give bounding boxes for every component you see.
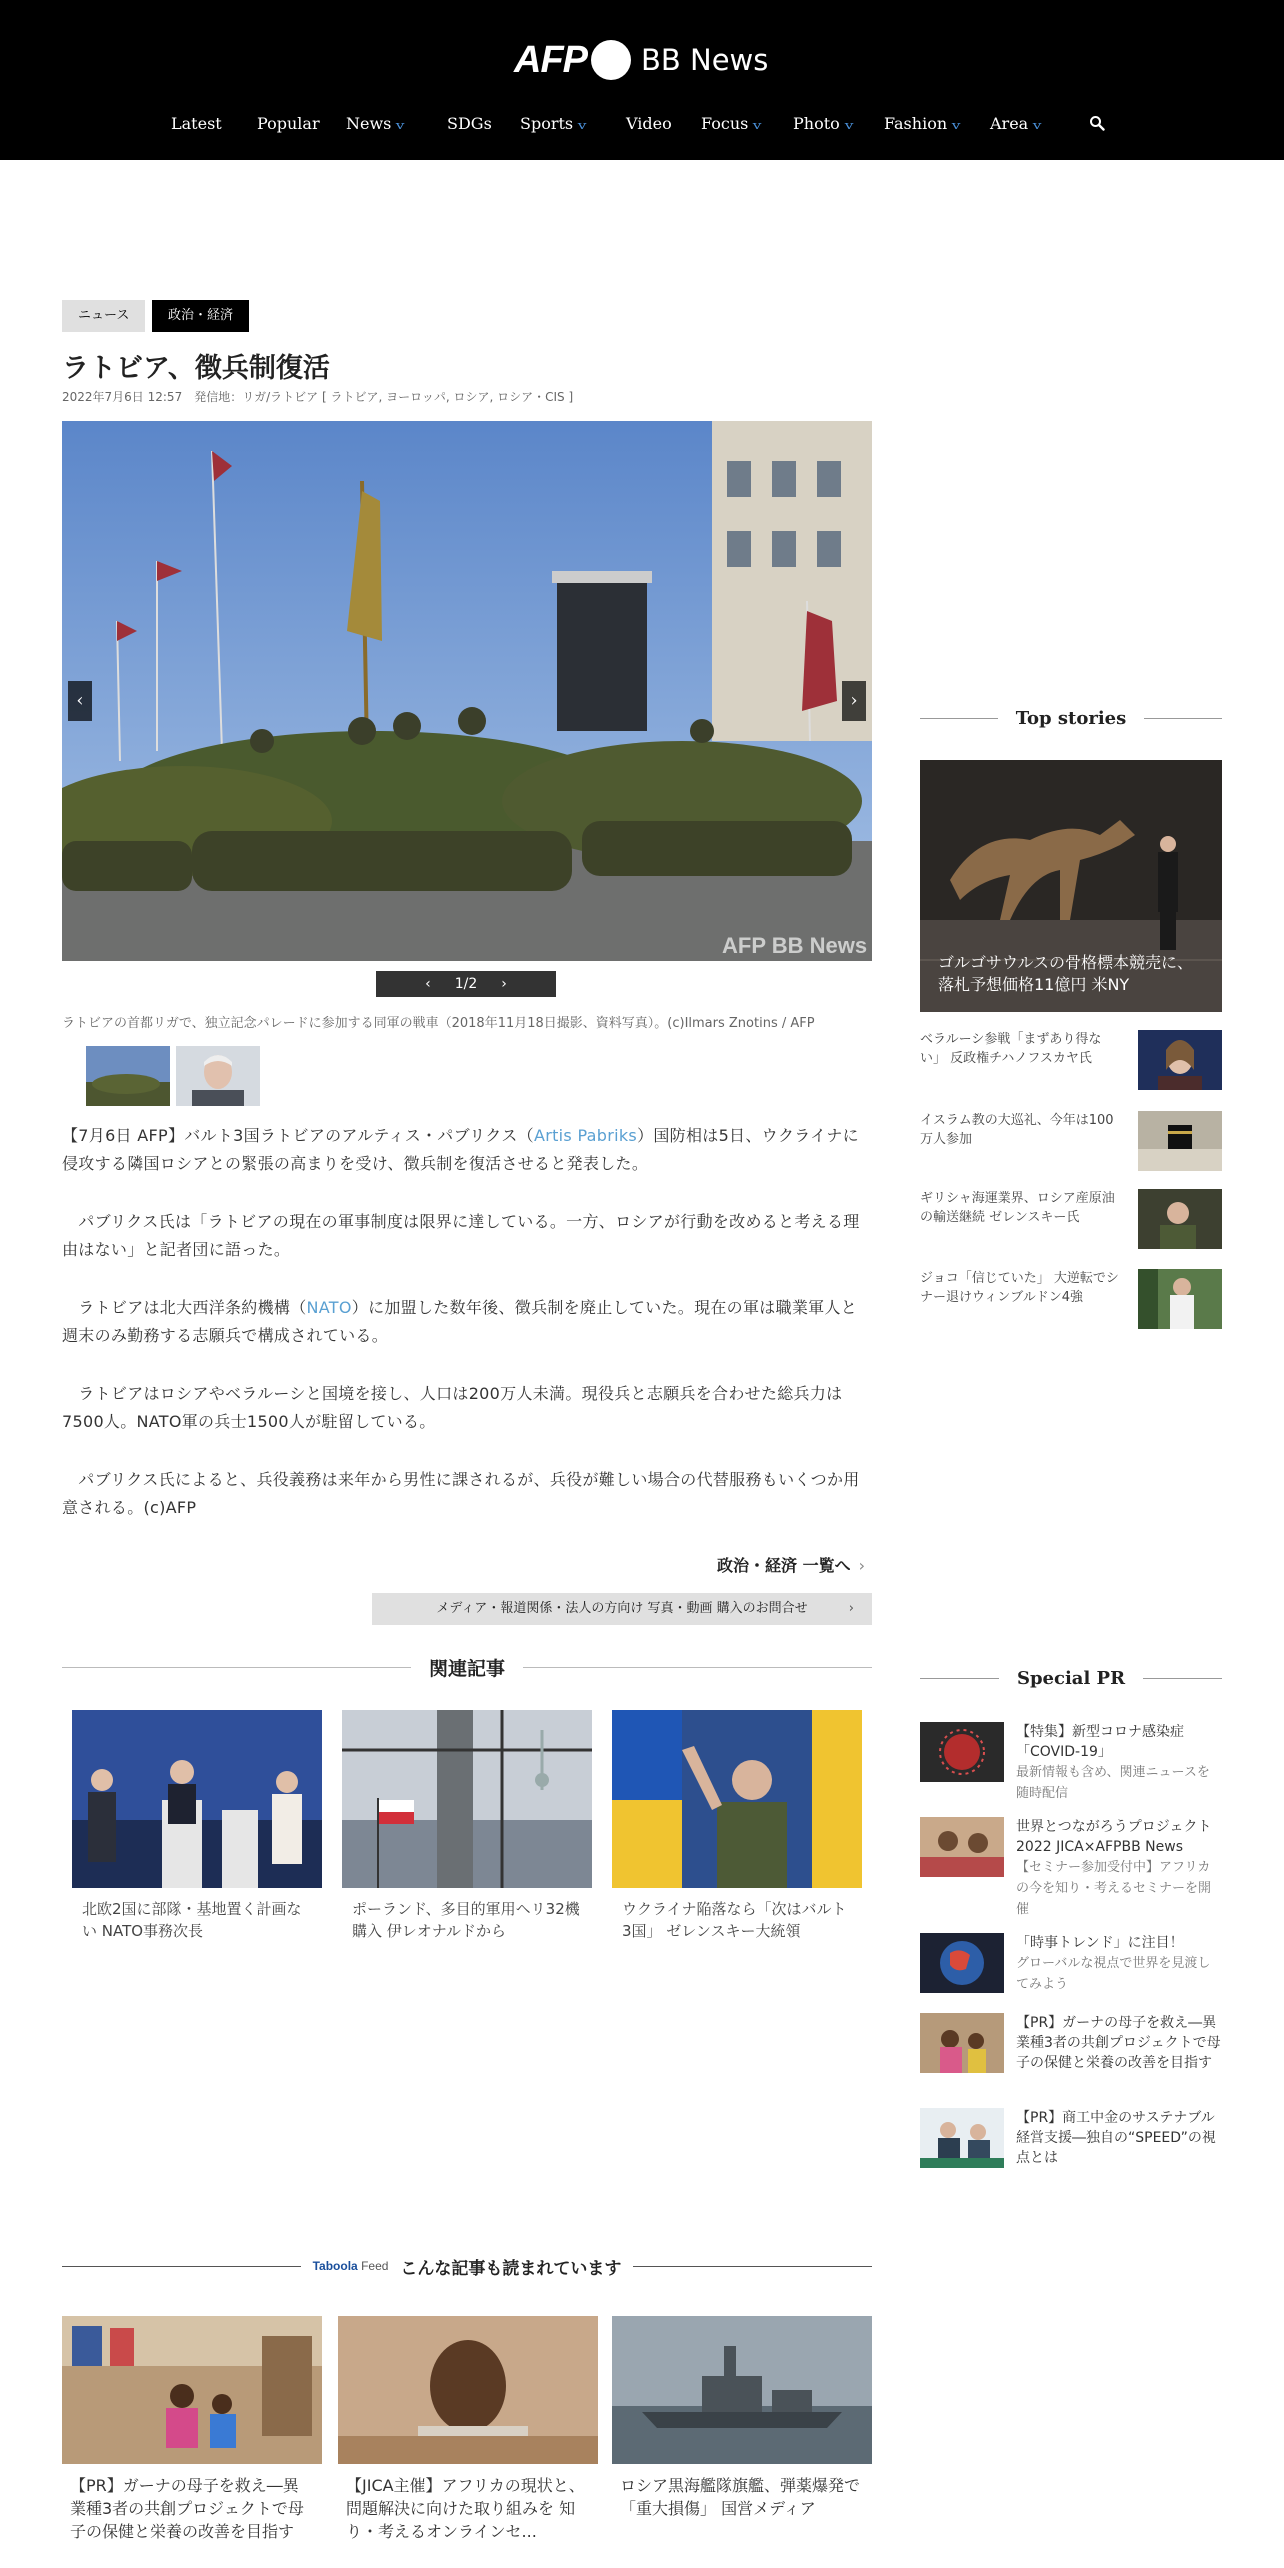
article-meta: 2022年7月6日 12:57 発信地：リガ/ラトビア [ ラトビア, ヨーロッパ, ロシア, ロシア・CIS ] xyxy=(62,390,574,404)
nato-link[interactable]: NATO xyxy=(306,1298,352,1317)
related-heading: 関連記事 xyxy=(62,1655,872,1679)
nav-sports[interactable]: Sports v xyxy=(520,114,587,133)
site-logo[interactable] xyxy=(514,38,768,82)
article-paragraph-4: ラトビアはロシアやベラルーシと国境を接し、人口は200万人未満。現役兵と志願兵を合わせた総兵力は7500人。NATO軍の兵士1500人が駐留している。 xyxy=(62,1384,843,1431)
image-watermark: AFP BB News xyxy=(722,933,868,958)
search-icon[interactable] xyxy=(1089,115,1105,131)
chevron-down-icon: v xyxy=(951,119,961,132)
chevron-down-icon: v xyxy=(753,119,762,132)
logo-afp: AFP xyxy=(514,38,587,81)
top-stories-heading: Top stories xyxy=(920,706,1222,730)
side-story-title: ジョコ「信じていた」 大逆転でシナー退けウィンブルドン4強 xyxy=(920,1271,1119,1305)
related-caption: ウクライナ陥落なら「次はバルト3国」 ゼレンスキー大統領 xyxy=(622,1900,847,1940)
logo-circle xyxy=(591,40,631,80)
article-paragraph-3: ラトビアは北大西洋条約機構（NATO）に加盟した数年後、徴兵制を廃止していた。現在の軍は職業軍人と週末のみ勤務する志願兵で構成されている。 xyxy=(62,1298,858,1345)
ghana-village-image xyxy=(62,2316,322,2464)
media-inquiry-button[interactable]: メディア・報道関係・法人の方向け 写真・動画 購入のお問合せ › xyxy=(372,1593,872,1625)
pager-count: 1/2 xyxy=(454,976,478,992)
pr-title: 世界とつながろうプロジェクト2022 JICA×AFPBB News xyxy=(1016,1819,1212,1855)
chevron-down-icon: v xyxy=(396,119,405,132)
article-paragraph-2: パブリクス氏は「ラトビアの現在の軍事制度は限界に達している。一方、ロシアが行動を改めると考える理由はない」と記者団に語った。 xyxy=(62,1212,860,1259)
chevron-right-icon: › xyxy=(858,1556,865,1575)
pr-title: 【PR】商工中金のサステナブル経営支援―独自の“SPEED”の視点とは xyxy=(1016,2110,1216,2166)
nav-focus[interactable]: Focus v xyxy=(701,114,762,133)
taboola-caption: ロシア黒海艦隊旗艦、弾薬爆発で「重大損傷」 国営メディア xyxy=(620,2476,861,2518)
chevron-right-icon: › xyxy=(848,1601,854,1616)
tank-parade-image xyxy=(62,421,872,961)
thumb-portrait-image xyxy=(176,1046,260,1106)
tennis-player-image xyxy=(1138,1269,1222,1329)
article-main-photo xyxy=(62,421,872,961)
tag-news[interactable]: ニュース xyxy=(62,300,145,332)
thumb-tanks-image xyxy=(86,1046,170,1106)
photo-caption: ラトビアの首都リガで、独立記念パレードに参加する同軍の戦車（2018年11月18日撮影、資料写真）。(c)Ilmars Znotins / AFP xyxy=(62,1016,815,1031)
article-title: ラトビア、徴兵制復活 xyxy=(62,353,330,384)
nav-photo[interactable]: Photo v xyxy=(793,114,854,133)
nav-video[interactable]: Video xyxy=(626,114,672,133)
tag-politics-economy[interactable]: 政治・経済 xyxy=(152,300,249,332)
pr-subtitle: グローバルな視点で世界を見渡してみよう xyxy=(1016,1956,1211,1992)
side-story-title: ベラルーシ参戦「まずあり得ない」 反政権チハノフスカヤ氏 xyxy=(920,1032,1102,1066)
african-child-image xyxy=(338,2316,598,2464)
pr-subtitle: 最新情報も含め、関連ニュースを随時配信 xyxy=(1016,1765,1210,1801)
related-caption: ポーランド、多目的軍用ヘリ32機購入 伊レオナルドから xyxy=(352,1900,580,1940)
side-story[interactable] xyxy=(920,1189,1222,1249)
pager-prev-icon[interactable]: ‹ xyxy=(425,976,431,992)
nav-latest[interactable]: Latest xyxy=(171,114,222,133)
ghana-mothers-image xyxy=(920,2013,1004,2073)
nav-fashion[interactable]: Fashion v xyxy=(884,114,961,133)
side-story-title: ギリシャ海運業界、ロシア産原油の輸送継続 ゼレンスキー氏 xyxy=(920,1191,1115,1225)
prev-photo-button[interactable]: ‹ xyxy=(68,681,92,721)
top-story-feature[interactable] xyxy=(920,760,1222,1012)
side-story[interactable] xyxy=(920,1111,1222,1171)
photo-thumb-2[interactable] xyxy=(176,1046,260,1106)
pr-title: 【PR】ガーナの母子を救え―異業種3者の共創プロジェクトで母子の保健と栄養の改善を目指す xyxy=(1016,2015,1221,2071)
chevron-down-icon: v xyxy=(1032,119,1042,132)
artis-pabriks-link[interactable]: Artis Pabriks xyxy=(533,1126,638,1145)
special-pr-heading: Special PR xyxy=(920,1666,1222,1690)
nav-news[interactable]: News v xyxy=(346,114,405,133)
kaaba-image xyxy=(1138,1111,1222,1171)
chevron-down-icon: v xyxy=(577,119,587,132)
taboola-card[interactable] xyxy=(62,2316,322,2543)
side-story[interactable] xyxy=(920,1030,1222,1090)
side-story[interactable] xyxy=(920,1269,1222,1329)
pager-next-icon[interactable]: › xyxy=(501,976,507,992)
woman-portrait-image xyxy=(1138,1030,1222,1090)
related-card[interactable] xyxy=(72,1710,322,1942)
warship-image xyxy=(612,2316,872,2464)
photo-pager xyxy=(376,971,556,997)
related-caption: 北欧2国に部隊・基地置く計画ない NATO事務次長 xyxy=(82,1900,302,1940)
nav-sdgs[interactable]: SDGs xyxy=(447,114,492,133)
politics-list-link[interactable]: 政治・経済 一覧へ › xyxy=(717,1556,865,1575)
poland-flag-image xyxy=(342,1710,592,1888)
pr-subtitle: 【セミナー参加受付中】アフリカの今を知り・考えるセミナーを開催 xyxy=(1016,1860,1212,1917)
globe-image xyxy=(920,1933,1004,1993)
nav-area[interactable]: Area v xyxy=(990,114,1042,133)
related-card[interactable] xyxy=(612,1710,862,1942)
chevron-down-icon: v xyxy=(844,119,854,132)
related-card[interactable] xyxy=(342,1710,592,1942)
taboola-caption: 【JICA主催】アフリカの現状と、問題解決に向けた取り組みを 知り・考えるオンラインセ... xyxy=(346,2476,585,2541)
site-header xyxy=(0,0,1284,160)
article-paragraph-1: 【7月6日 AFP】バルト3国ラトビアのアルティス・パブリクス（Artis Pabriks）国防相は5日、ウクライナに侵攻する隣国ロシアとの緊張の高まりを受け、徴兵制を復活させると発表した。 xyxy=(62,1126,859,1173)
top-story-feature-title: ゴルゴサウルスの骨格標本競売に、落札予想価格11億円 米NY xyxy=(938,953,1194,994)
next-photo-button[interactable]: › xyxy=(842,681,866,721)
pr-title: 【特集】新型コロナ感染症「COVID-19」 xyxy=(1016,1724,1184,1760)
taboola-card[interactable] xyxy=(612,2316,872,2520)
virus-image xyxy=(920,1722,1004,1782)
taboola-caption: 【PR】ガーナの母子を救え―異業種3者の共創プロジェクトで母子の保健と栄養の改善を目指す xyxy=(70,2476,304,2541)
side-story-title: イスラム教の大巡礼、今年は100万人参加 xyxy=(920,1113,1114,1147)
zelensky-thumb-image xyxy=(1138,1189,1222,1249)
photo-thumb-1[interactable] xyxy=(86,1046,170,1106)
taboola-logo[interactable]: Taboola Feed xyxy=(312,2259,389,2273)
main-nav xyxy=(0,110,1284,140)
children-image xyxy=(920,1817,1004,1877)
logo-bb-news: BB News xyxy=(641,43,769,77)
taboola-card[interactable] xyxy=(338,2316,598,2543)
pr-title: 「時事トレンド」に注目！ xyxy=(1016,1935,1184,1951)
business-people-image xyxy=(920,2108,1004,2168)
taboola-feed-heading: Taboola Feed こんな記事も読まれています xyxy=(62,2254,872,2278)
zelensky-image xyxy=(612,1710,862,1888)
article-paragraph-5: パブリクス氏によると、兵役義務は来年から男性に課されるが、兵役が難しい場合の代替服務もいくつか用意される。(c)AFP xyxy=(62,1470,860,1517)
nato-press-image xyxy=(72,1710,322,1888)
nav-popular[interactable]: Popular xyxy=(257,114,320,133)
